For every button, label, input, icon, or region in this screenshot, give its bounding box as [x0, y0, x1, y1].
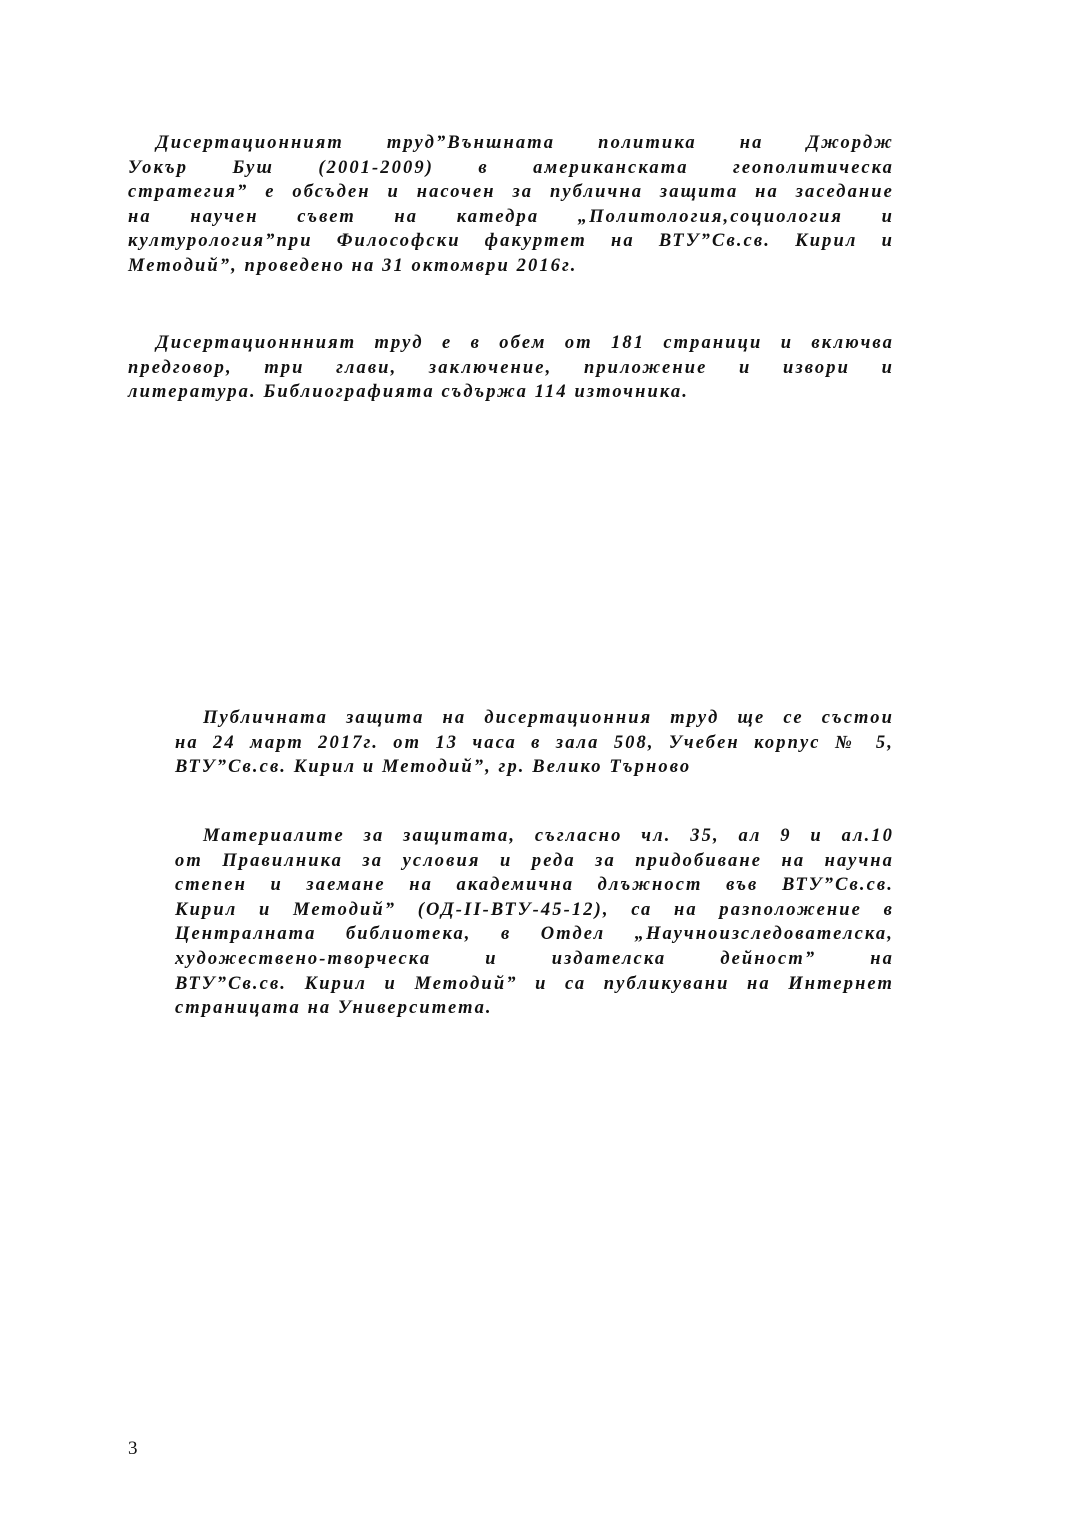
- paragraph-dissertation-discussion: [128, 131, 894, 279]
- text-line: Уокър Буш (2001-2009) в американската геополитическа: [128, 157, 894, 178]
- text-line: на научен съвет на катедра „Политология,социология и: [128, 206, 894, 227]
- text-line: Методий”, проведено на 31 октомври 2016г.: [128, 255, 578, 276]
- page-number: 3: [128, 1438, 138, 1459]
- text-line: от Правилника за условия и реда за придобиване на научна: [175, 850, 894, 871]
- text-line: на 24 март 2017г. от 13 часа в зала 508, Учебен корпус № 5,: [175, 732, 894, 753]
- text-line: степен и заемане на академична длъжност във ВТУ”Св.св.: [175, 875, 894, 896]
- text-line: Дисертационният труд”Външната политика на Джордж: [156, 133, 894, 153]
- paragraph-dissertation-volume: [128, 331, 894, 405]
- text-line: литература. Библиографията съдържа 114 източника.: [128, 382, 689, 403]
- paragraph-public-defense: [175, 706, 894, 780]
- text-line: Централната библиотека, в Отдел „Научноизследователска,: [175, 924, 894, 945]
- text-line: предговор, три глави, заключение, приложение и извори и: [128, 357, 894, 378]
- text-line: Кирил и Методий” (ОД-II-ВТУ-45-12), са на разположение в: [175, 899, 894, 920]
- text-line: културология”при Философски факуртет на ВТУ”Св.св. Кирил и: [128, 231, 894, 252]
- text-line: Публичната защита на дисертационния труд ще се състои: [203, 708, 894, 728]
- text-line: Дисертационнният труд е в обем от 181 страници и включва: [156, 333, 894, 353]
- text-line: стратегия” е обсъден и насочен за публична защита на заседание: [128, 182, 894, 203]
- text-line: Материалите за защитата, съгласно чл. 35, ал 9 и ал.10: [203, 826, 894, 846]
- text-line: художествено-творческа и издателска дейност” на: [175, 948, 894, 969]
- text-line: страницата на Университета.: [175, 998, 493, 1019]
- text-line: ВТУ”Св.св. Кирил и Методий”, гр. Велико Търново: [175, 757, 692, 778]
- paragraph-materials: [175, 824, 894, 1021]
- text-line: ВТУ”Св.св. Кирил и Методий” и са публикувани на Интернет: [175, 973, 894, 994]
